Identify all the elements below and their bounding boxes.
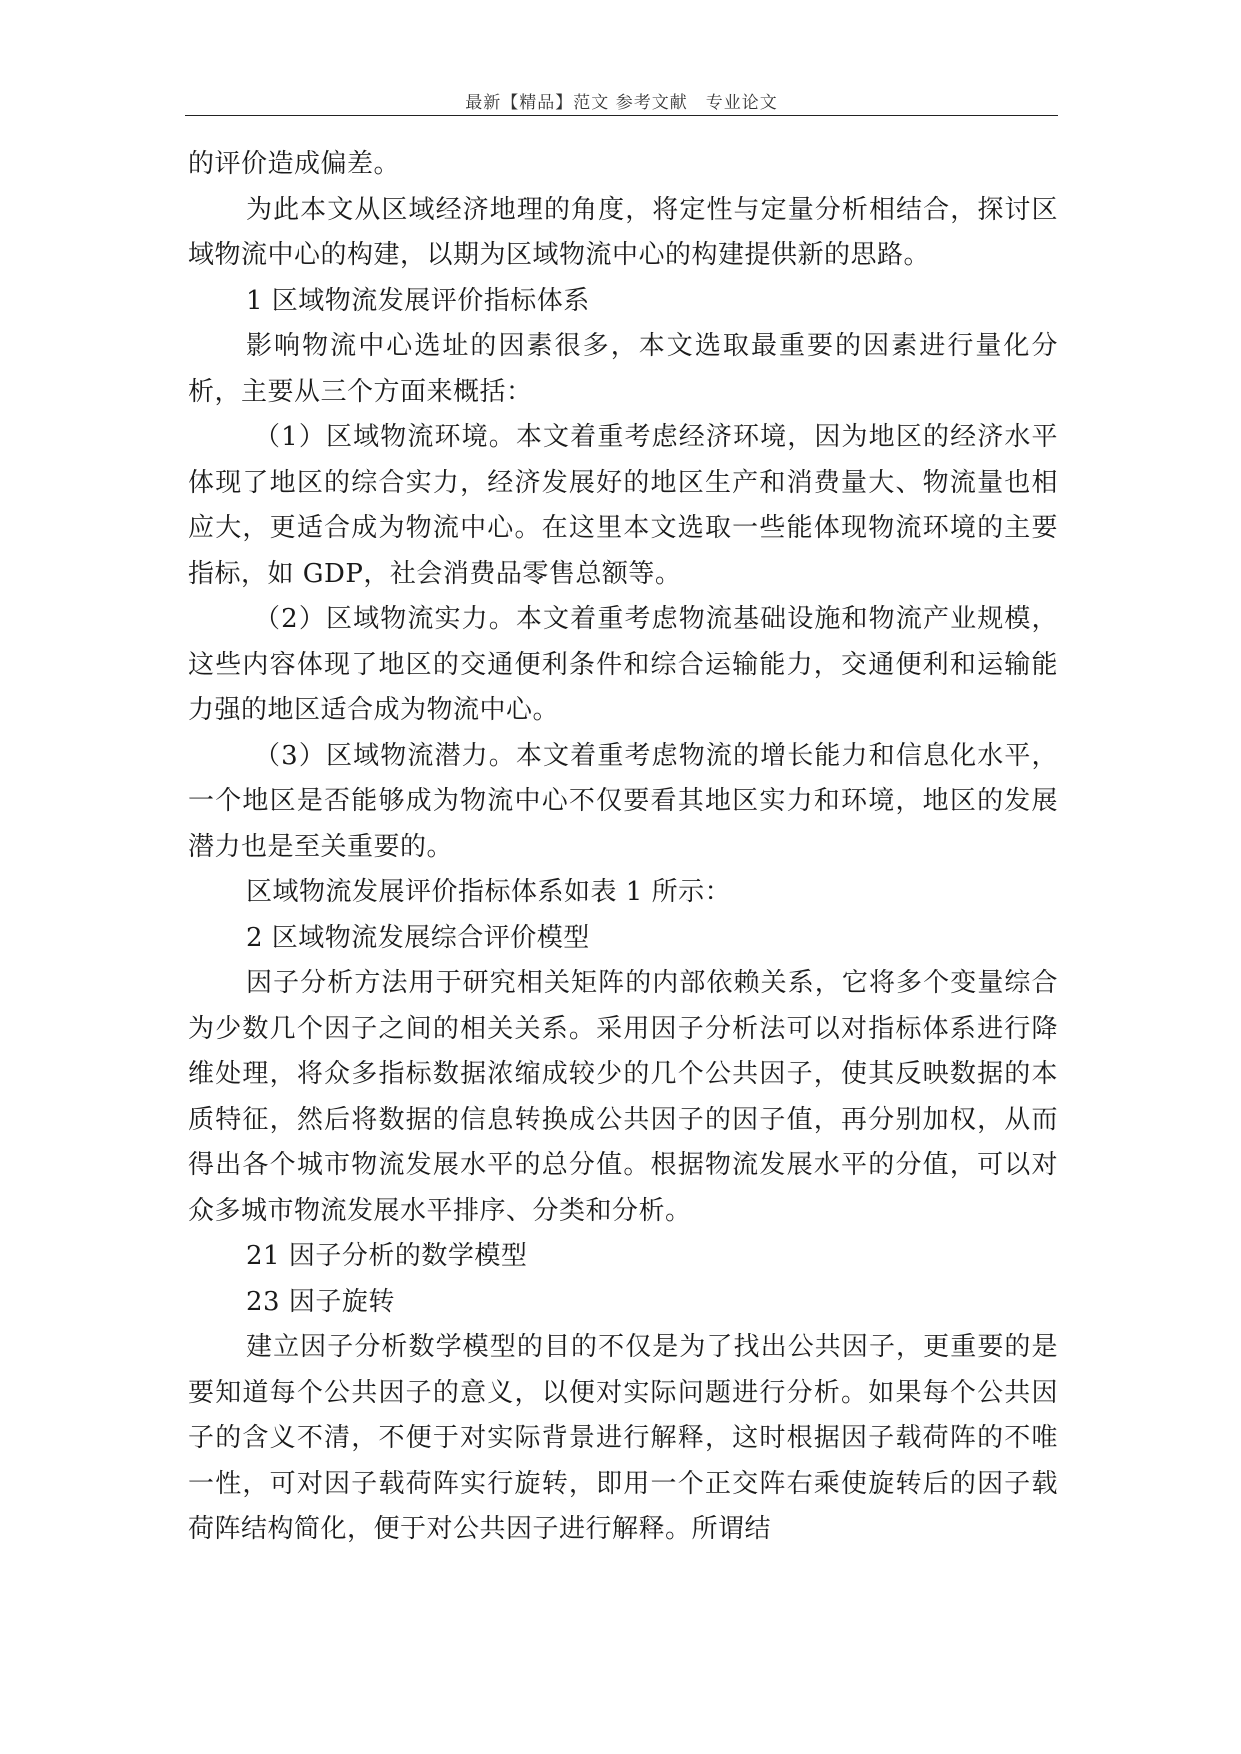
list-paragraph: （2）区域物流实力。本文着重考虑物流基础设施和物流产业规模，这些内容体现了地区的交通便利条件和综合运输能力，交通便利和运输能力强的地区适合成为物流中心。	[188, 604, 1058, 725]
paragraph: 建立因子分析数学模型的目的不仅是为了找出公共因子，更重要的是要知道每个公共因子的意义，以便对实际问题进行分析。如果每个公共因子的含义不清，不便于对实际背景进行解释，这时根据因子载荷阵的不唯一性，可对因子载荷阵实行旋转，即用一个正交阵右乘使旋转后的因子载荷阵结构简化，便于对公共因子进行解释。所谓结	[188, 1332, 1058, 1544]
paragraph: 因子分析方法用于研究相关矩阵的内部依赖关系，它将多个变量综合为少数几个因子之间的相关关系。采用因子分析法可以对指标体系进行降维处理，将众多指标数据浓缩成较少的几个公共因子，使其反映数据的本质特征，然后将数据的信息转换成公共因子的因子值，再分别加权，从而得出各个城市物流发展水平的总分值。根据物流发展水平的分值，可以对众多城市物流发展水平排序、分类和分析。	[188, 968, 1058, 1226]
subsection-heading: 21 因子分析的数学模型	[246, 1241, 528, 1271]
section-heading: 2 区域物流发展综合评价模型	[246, 922, 590, 953]
subsection-heading: 23 因子旋转	[246, 1286, 395, 1317]
list-paragraph: （1）区域物流环境。本文着重考虑经济环境，因为地区的经济水平体现了地区的综合实力，经济发展好的地区生产和消费量大、物流量也相应大，更适合成为物流中心。在这里本文选取一些能体现物流环境的主要指标，如 GDP，社会消费品零售总额等。	[188, 422, 1058, 589]
document-body	[188, 142, 1058, 1553]
paragraph: 的评价造成偏差。	[188, 149, 401, 179]
header-divider	[185, 115, 1058, 116]
section-heading: 1 区域物流发展评价指标体系	[246, 285, 590, 316]
list-paragraph: （3）区域物流潜力。本文着重考虑物流的增长能力和信息化水平，一个地区是否能够成为物流中心不仅要看其地区实力和环境，地区的发展潜力也是至关重要的。	[188, 740, 1058, 862]
page-header: 最新【精品】范文 参考文献 专业论文	[465, 93, 778, 113]
paragraph: 区域物流发展评价指标体系如表 1 所示：	[246, 877, 732, 907]
paragraph: 影响物流中心选址的因素很多，本文选取最重要的因素进行量化分析，主要从三个方面来概括：	[188, 331, 1058, 407]
paragraph: 为此本文从区域经济地理的角度，将定性与定量分析相结合，探讨区域物流中心的构建，以期为区域物流中心的构建提供新的思路。	[188, 194, 1058, 270]
